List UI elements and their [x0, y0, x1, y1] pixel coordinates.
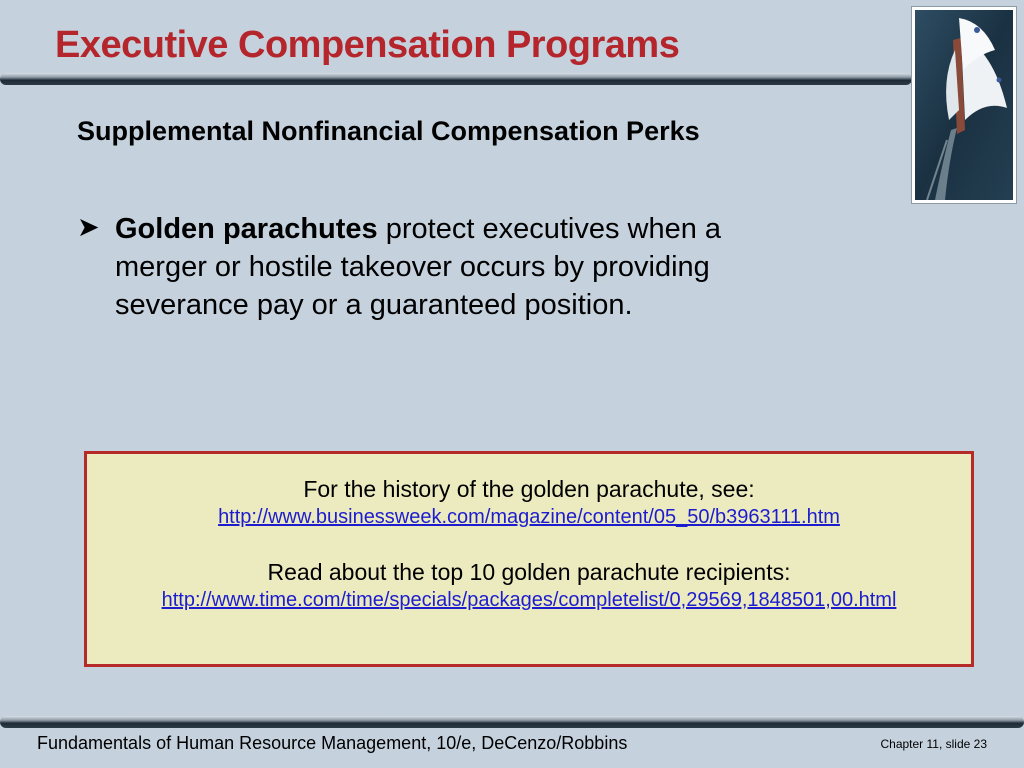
slide-subtitle: Supplemental Nonfinancial Compensation Perks — [77, 116, 700, 146]
info-line-history: For the history of the golden parachute, see: — [303, 476, 755, 502]
bullet-text-line3: severance pay or a guaranteed position. — [115, 289, 633, 321]
title-divider-bar — [0, 73, 912, 85]
sailboat-icon — [915, 10, 1013, 200]
bullet-text — [115, 210, 875, 324]
footer-slide-number: Chapter 11, slide 23 — [880, 737, 987, 751]
bullet-text-line2: merger or hostile takeover occurs by providing — [115, 251, 710, 283]
sailboat-photo — [912, 7, 1016, 203]
businessweek-link[interactable]: http://www.businessweek.com/magazine/content/05_50/b3963111.htm — [218, 506, 840, 528]
info-box — [84, 451, 974, 667]
footer-divider-bar — [0, 716, 1024, 728]
bullet-text-line1: protect executives when a — [377, 213, 722, 245]
time-link[interactable]: http://www.time.com/time/specials/packages/completelist/0,29569,1848501,00.html — [161, 589, 897, 611]
footer-book-title: Fundamentals of Human Resource Management, 10/e, DeCenzo/Robbins — [37, 733, 628, 753]
arrow-bullet-icon: ➤ — [77, 212, 100, 243]
bullet-term: Golden parachutes — [115, 213, 378, 245]
info-line-recipients: Read about the top 10 golden parachute recipients: — [267, 559, 791, 585]
slide-title: Executive Compensation Programs — [55, 24, 680, 66]
